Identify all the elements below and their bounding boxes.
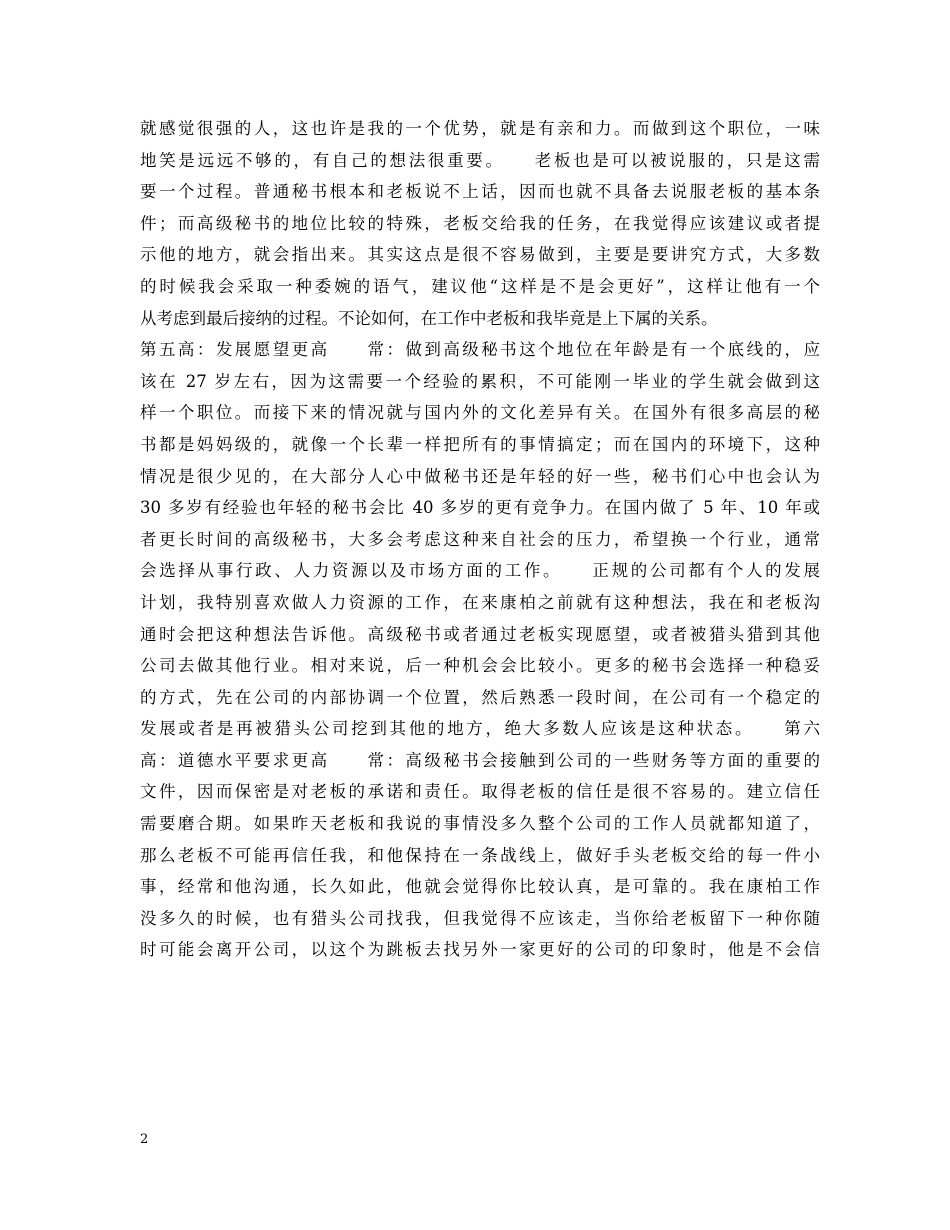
text-line: 会选择从事行政、人力资源以及市场方面的工作。 正规的公司都有个人的发展 (140, 561, 820, 581)
page-number: 2 (140, 1132, 149, 1147)
text-line: 需要磨合期。如果昨天老板和我说的事情没多久整个公司的工作人员就都知道了， (140, 814, 820, 834)
text-line: 文件，因而保密是对老板的承诺和责任。取得老板的信任是很不容易的。建立信任 (140, 782, 820, 802)
body-text (140, 113, 820, 966)
text-line: 时可能会离开公司，以这个为跳板去找另外一家更好的公司的印象时，他是不会信 (140, 940, 820, 960)
text-line: 就感觉很强的人，这也许是我的一个优势，就是有亲和力。而做到这个职位，一味 (140, 119, 820, 138)
text-line: 事，经常和他沟通，长久如此，他就会觉得你比较认真，是可靠的。我在康柏工作 (140, 877, 820, 897)
text-line: 公司去做其他行业。相对来说，后一种机会会比较小。更多的秘书会选择一种稳妥 (140, 656, 820, 676)
text-line: 该在 27 岁左右，因为这需要一个经验的累积，不可能刚一毕业的学生就会做到这 (140, 371, 820, 391)
text-line: 从考虑到最后接纳的过程。不论如何，在工作中老板和我毕竟是上下属的关系。 (140, 308, 718, 328)
text-line: 计划，我特别喜欢做人力资源的工作，在来康柏之前就有这种想法，我在和老板沟 (140, 592, 820, 612)
text-line: 者更长时间的高级秘书，大多会考虑这种来自社会的压力，希望换一个行业，通常 (140, 529, 820, 549)
text-line: 没多久的时候，也有猎头公司找我，但我觉得不应该走，当你给老板留下一种你随 (140, 908, 820, 928)
text-line: 件；而高级秘书的地位比较的特殊，老板交给我的任务，在我觉得应该建议或者提 (140, 213, 820, 233)
text-line: 示他的地方，就会指出来。其实这点是很不容易做到，主要是要讲究方式，大多数 (140, 245, 820, 265)
text-line: 第五高：发展愿望更高 常：做到高级秘书这个地位在年龄是有一个底线的，应 (140, 340, 820, 360)
text-line: 的方式，先在公司的内部协调一个位置，然后熟悉一段时间，在公司有一个稳定的 (140, 687, 820, 707)
text-line: 通时会把这种想法告诉他。高级秘书或者通过老板实现愿望，或者被猎头猎到其他 (140, 624, 820, 644)
text-line: 地笑是远远不够的，有自己的想法很重要。 老板也是可以被说服的，只是这需 (140, 150, 820, 170)
text-line: 书都是妈妈级的，就像一个长辈一样把所有的事情搞定；而在国内的环境下，这种 (140, 434, 820, 454)
text-line: 的时候我会采取一种委婉的语气，建议他“这样是不是会更好”，这样让他有一个 (140, 276, 820, 296)
text-line: 那么老板不可能再信任我，和他保持在一条战线上，做好手头老板交给的每一件小 (140, 845, 820, 865)
text-line: 发展或者是再被猎头公司挖到其他的地方，绝大多数人应该是这种状态。 第六 (140, 719, 820, 739)
text-line: 样一个职位。而接下来的情况就与国内外的文化差异有关。在国外有很多高层的秘 (140, 403, 820, 423)
text-line: 情况是很少见的，在大部分人心中做秘书还是年轻的好一些，秘书们心中也会认为 (140, 466, 820, 486)
text-line: 要一个过程。普通秘书根本和老板说不上话，因而也就不具备去说服老板的基本条 (140, 182, 820, 202)
text-line: 高：道德水平要求更高 常：高级秘书会接触到公司的一些财务等方面的重要的 (140, 750, 820, 770)
text-line: 30 多岁有经验也年轻的秘书会比 40 多岁的更有竞争力。在国内做了 5 年、10 年或 (140, 498, 820, 518)
